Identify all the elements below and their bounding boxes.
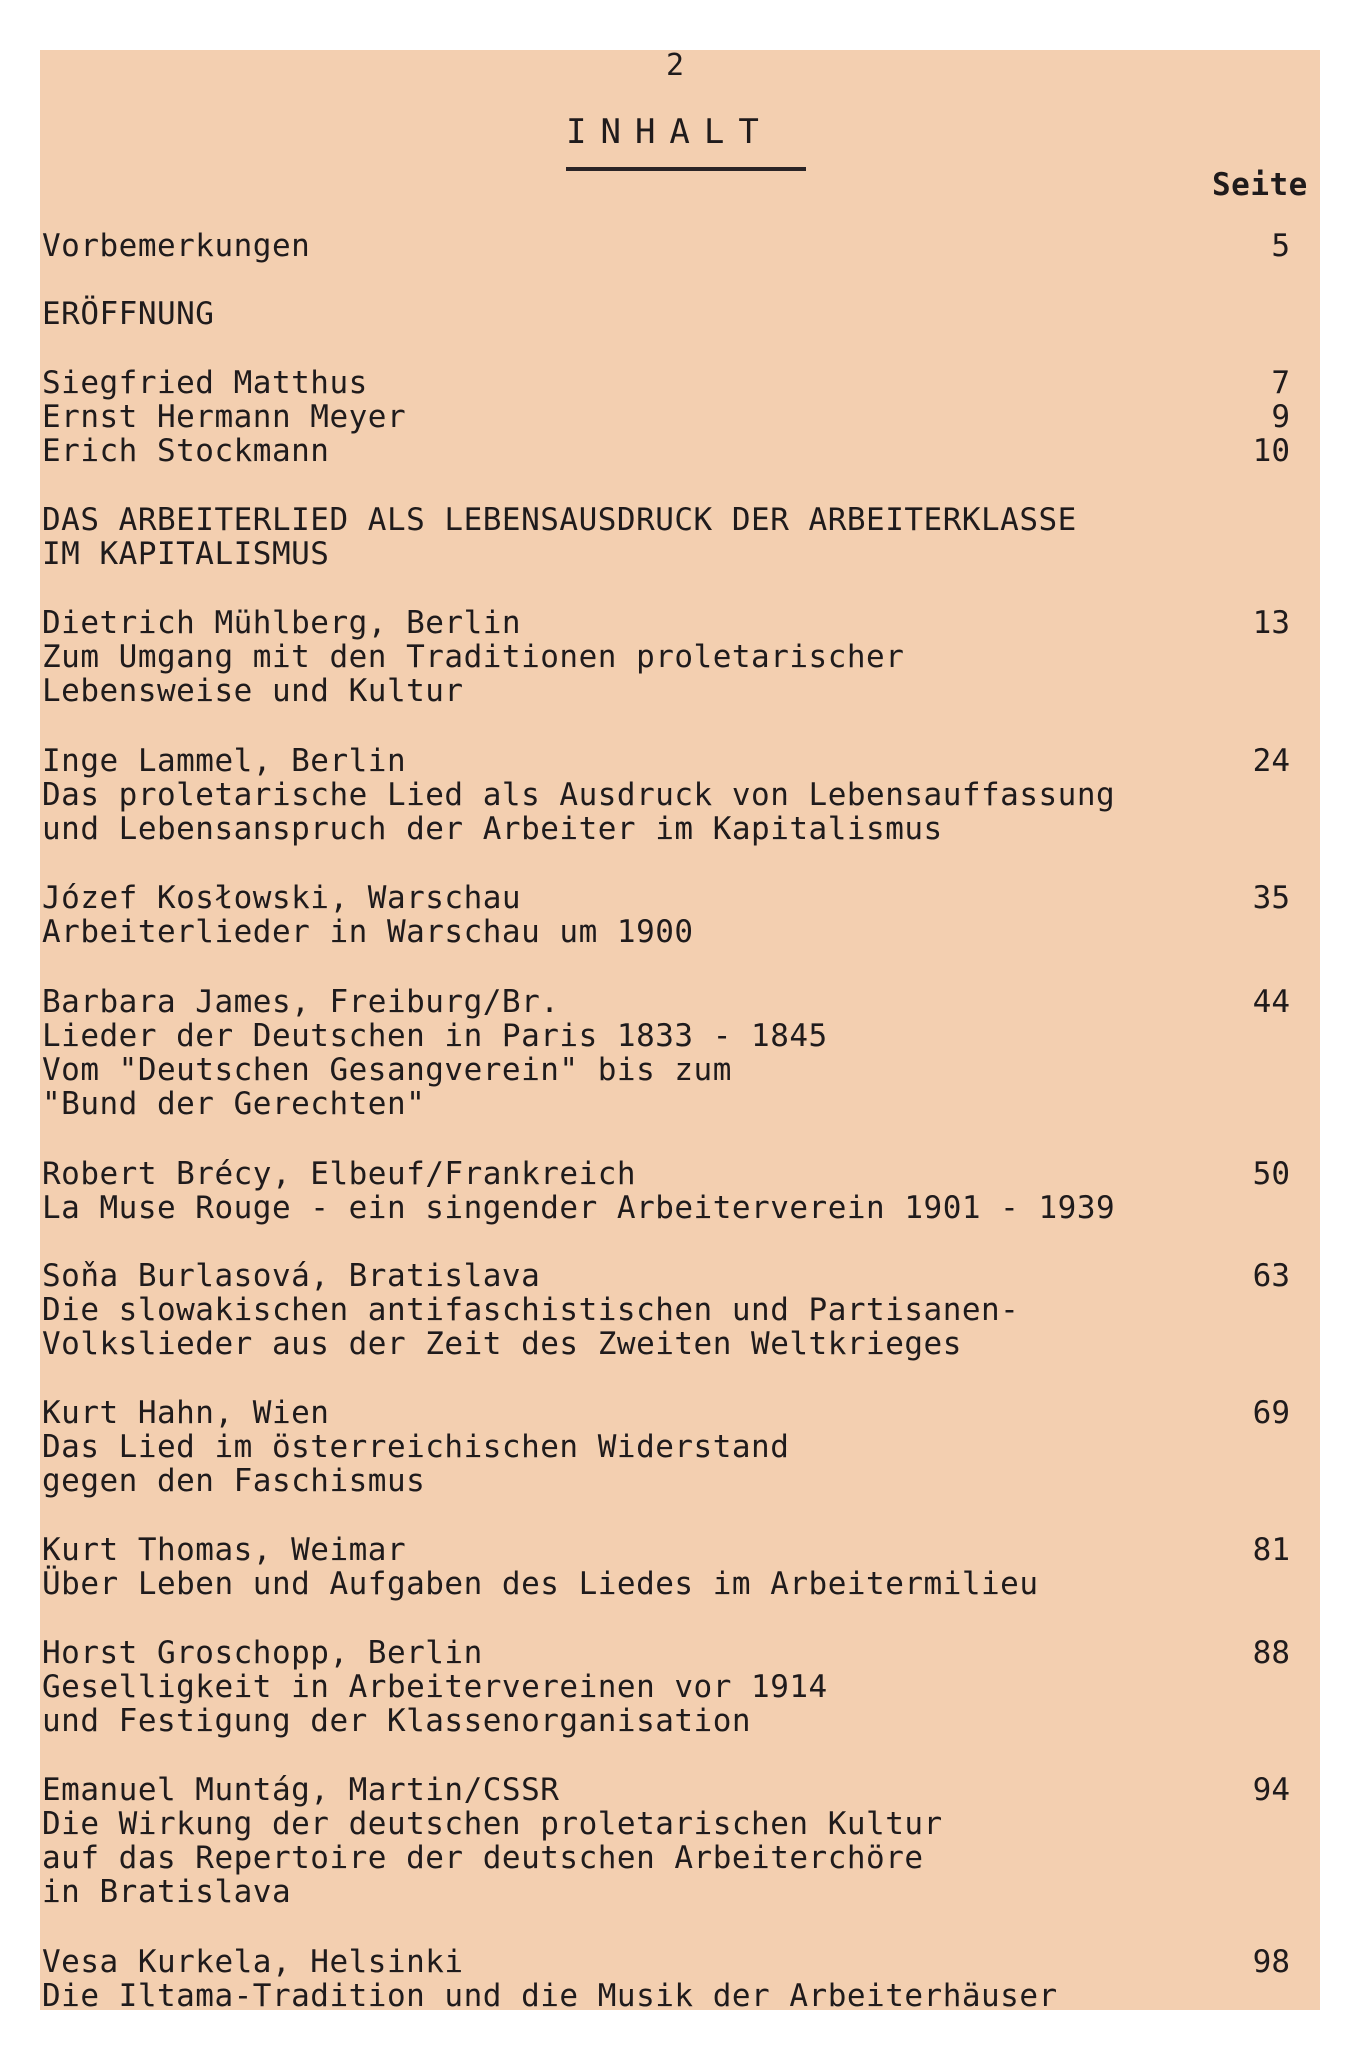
toc-entry-text: Dietrich Mühlberg, Berlin — [42, 605, 522, 641]
page-number: 2 — [666, 48, 685, 83]
toc-page-number: 88 — [1252, 1635, 1290, 1671]
toc-entry-text: Kurt Thomas, Weimar — [42, 1532, 407, 1568]
toc-entry-text: Volkslieder aus der Zeit des Zweiten Weltkrieges — [42, 1326, 962, 1362]
toc-entry-text: und Lebensanspruch der Arbeiter im Kapitalismus — [42, 811, 943, 847]
toc-entry-text: Emanuel Muntág, Martin/CSSR — [42, 1772, 560, 1808]
toc-entry-text: Józef Kosłowski, Warschau — [42, 880, 522, 916]
toc-page-number: 50 — [1252, 1156, 1290, 1192]
toc-entry-text: "Bund der Gerechten" — [42, 1086, 426, 1122]
toc-entry-text: Horst Groschopp, Berlin — [42, 1635, 483, 1671]
toc-entry-text: Zum Umgang mit den Traditionen proletarischer — [42, 639, 905, 675]
toc-entry-text: Arbeiterlieder in Warschau um 1900 — [42, 914, 694, 950]
toc-page-number: 10 — [1252, 433, 1290, 469]
toc-entry-text: in Bratislava — [42, 1874, 292, 1910]
toc-page-number: 69 — [1252, 1395, 1290, 1431]
toc-page-number: 5 — [1271, 228, 1290, 264]
toc-page-number: 24 — [1252, 743, 1290, 779]
toc-entry-text: Inge Lammel, Berlin — [42, 743, 407, 779]
title-underline — [566, 167, 806, 171]
toc-entry-text: Robert Brécy, Elbeuf/Frankreich — [42, 1156, 637, 1192]
toc-entry-text: Über Leben und Aufgaben des Liedes im Arbeitermilieu — [42, 1566, 1039, 1602]
toc-entry-text: auf das Repertoire der deutschen Arbeiterchöre — [42, 1840, 924, 1876]
toc-entry-text: Lieder der Deutschen in Paris 1833 - 1845 — [42, 1018, 828, 1054]
seite-label: Seite — [1212, 167, 1308, 203]
toc-page-number: 35 — [1252, 880, 1290, 916]
toc-page-number: 9 — [1271, 399, 1290, 435]
toc-entry-text: Die slowakischen antifaschistischen und Partisanen- — [42, 1292, 1020, 1328]
toc-entry-text: Soňa Burlasová, Bratislava — [42, 1258, 541, 1294]
toc-entry-text: und Festigung der Klassenorganisation — [42, 1703, 752, 1739]
toc-entry-text: Barbara James, Freiburg/Br. — [42, 984, 560, 1020]
toc-entry-text: La Muse Rouge - ein singender Arbeiterverein 1901 - 1939 — [42, 1190, 1116, 1226]
toc-entry-text: Lebensweise und Kultur — [42, 673, 464, 709]
toc-entry-text: Die Wirkung der deutschen proletarischen Kultur — [42, 1806, 943, 1842]
toc-entry-text: DAS ARBEITERLIED ALS LEBENSAUSDRUCK DER ARBEITERKLASSE — [42, 502, 1077, 538]
toc-entry-text: Die Iltama-Tradition und die Musik der Arbeiterhäuser — [42, 1978, 1058, 2014]
toc-page-number: 98 — [1252, 1944, 1290, 1980]
toc-entry-text: Vom "Deutschen Gesangverein" bis zum — [42, 1052, 732, 1088]
toc-page-number: 7 — [1271, 365, 1290, 401]
page-title: INHALT — [566, 112, 773, 152]
toc-page-number: 81 — [1252, 1532, 1290, 1568]
toc-entry-text: Das Lied im österreichischen Widerstand — [42, 1429, 790, 1465]
toc-entry-text: IM KAPITALISMUS — [42, 536, 330, 572]
toc-entry-text: ERÖFFNUNG — [42, 296, 215, 332]
toc-page-number: 13 — [1252, 605, 1290, 641]
toc-entry-text: gegen den Faschismus — [42, 1463, 426, 1499]
toc-entry-text: Geselligkeit in Arbeitervereinen vor 1914 — [42, 1669, 828, 1705]
toc-entry-text: Das proletarische Lied als Ausdruck von Lebensauffassung — [42, 777, 1116, 813]
toc-entry-text: Ernst Hermann Meyer — [42, 399, 407, 435]
toc-entry-text: Vesa Kurkela, Helsinki — [42, 1944, 464, 1980]
toc-page-number: 63 — [1252, 1258, 1290, 1294]
toc-page-number: 44 — [1252, 984, 1290, 1020]
toc-entry-text: Kurt Hahn, Wien — [42, 1395, 330, 1431]
toc-entry-text: Siegfried Matthus — [42, 365, 368, 401]
toc-entry-text: Erich Stockmann — [42, 433, 330, 469]
toc-entry-text: Vorbemerkungen — [42, 228, 311, 264]
toc-page-number: 94 — [1252, 1772, 1290, 1808]
